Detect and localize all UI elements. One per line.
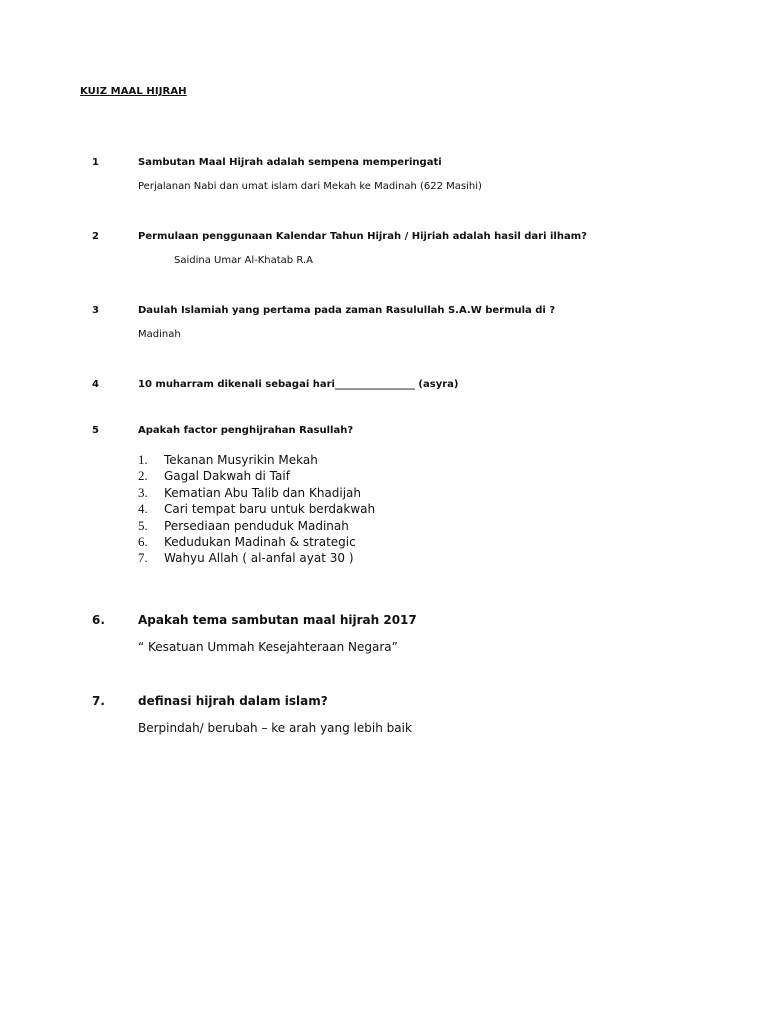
list-item-number: 2. xyxy=(138,468,148,484)
question-1-text: Sambutan Maal Hijrah adalah sempena memperingati xyxy=(138,157,442,168)
list-item xyxy=(138,501,375,517)
list-item-number: 5. xyxy=(138,517,148,533)
list-item xyxy=(138,550,375,566)
list-item-text: Persediaan penduduk Madinah xyxy=(164,518,349,533)
list-item-text: Kematian Abu Talib dan Khadijah xyxy=(164,485,362,500)
list-item-text: Gagal Dakwah di Taif xyxy=(164,469,290,484)
list-item xyxy=(138,452,375,468)
list-item-number: 4. xyxy=(138,501,148,517)
list-item-text: Kedudukan Madinah & strategic xyxy=(164,534,356,549)
question-6-answer: “ Kesatuan Ummah Kesejahteraan Negara” xyxy=(138,640,398,654)
list-item-text: Wahyu Allah ( al-anfal ayat 30 ) xyxy=(164,551,354,566)
list-item-number: 7. xyxy=(138,550,148,566)
list-item xyxy=(138,468,375,484)
question-5-text: Apakah factor penghijrahan Rasullah? xyxy=(138,425,354,436)
list-item-text: Cari tempat baru untuk berdakwah xyxy=(164,502,376,517)
list-item-number: 3. xyxy=(138,484,148,500)
question-6-text: Apakah tema sambutan maal hijrah 2017 xyxy=(138,613,417,627)
list-item xyxy=(138,518,375,534)
question-2-number: 2 xyxy=(92,231,99,242)
list-item-text: Tekanan Musyrikin Mekah xyxy=(164,453,318,467)
question-7-answer: Berpindah/ berubah – ke arah yang lebih baik xyxy=(138,721,412,735)
question-6-number: 6. xyxy=(92,613,105,627)
list-item xyxy=(138,485,375,501)
question-3-text: Daulah Islamiah yang pertama pada zaman Rasulullah S.A.W bermula di ? xyxy=(138,305,556,316)
question-4-text: 10 muharram dikenali sebagai hari________________ (asyra) xyxy=(138,379,459,390)
question-2-answer: Saidina Umar Al-Khatab R.A xyxy=(174,255,313,266)
question-2-text: Permulaan penggunaan Kalendar Tahun Hijrah / Hijriah adalah hasil dari ilham? xyxy=(138,231,587,242)
question-7-text: definasi hijrah dalam islam? xyxy=(138,694,328,708)
question-5-number: 5 xyxy=(92,425,99,436)
factor-list xyxy=(138,452,375,567)
question-1-number: 1 xyxy=(92,157,99,168)
question-4-number: 4 xyxy=(92,379,99,390)
quiz-title: KUIZ MAAL HIJRAH xyxy=(80,86,187,97)
question-3-number: 3 xyxy=(92,305,99,316)
list-item-number: 1. xyxy=(138,452,148,467)
question-1-answer: Perjalanan Nabi dan umat islam dari Mekah ke Madinah (622 Masihi) xyxy=(138,181,482,192)
list-item-number: 6. xyxy=(138,533,148,549)
list-item xyxy=(138,534,375,550)
question-7-number: 7. xyxy=(92,694,105,708)
question-3-answer: Madinah xyxy=(138,329,181,340)
